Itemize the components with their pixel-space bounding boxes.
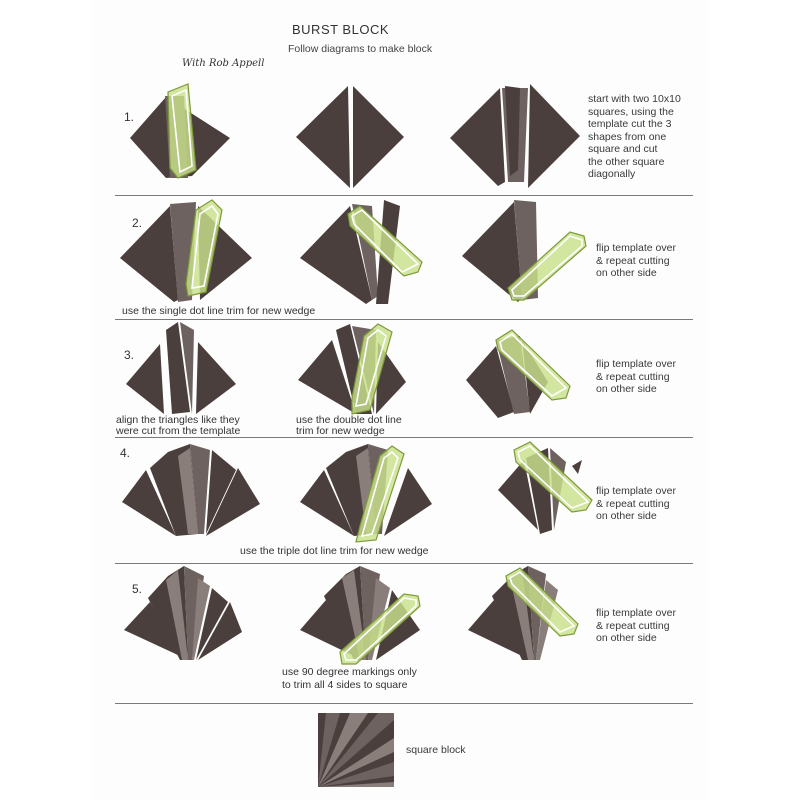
step-4-number: 4. bbox=[120, 446, 131, 460]
author-credit: With Rob Appell bbox=[182, 58, 265, 69]
step-3-caption-left: align the triangles like they were cut from the template bbox=[116, 414, 241, 437]
step-2-figure-c bbox=[462, 200, 586, 302]
step-5-caption: use 90 degree markings only to trim all 4 sides to square bbox=[282, 666, 417, 691]
step-3-note: flip template over & repeat cutting on other side bbox=[596, 358, 676, 395]
step-2-number: 2. bbox=[132, 216, 143, 230]
step-2-figure-a bbox=[120, 200, 252, 302]
step-1-note: start with two 10x10 squares, using the template cut the 3 shapes from one square and cut the other square diagonally bbox=[588, 93, 681, 180]
step-5-note: flip template over & repeat cutting on other side bbox=[596, 607, 676, 644]
step-4-figure-a bbox=[122, 444, 260, 536]
step-4-figure-c bbox=[498, 442, 592, 534]
step-1-number: 1. bbox=[124, 110, 135, 124]
step-3-number: 3. bbox=[124, 348, 135, 362]
step-2-figure-b bbox=[300, 200, 422, 304]
final-label: square block bbox=[406, 744, 466, 756]
step-3-figure-c bbox=[466, 330, 570, 418]
step-5-figure-a bbox=[124, 566, 242, 660]
step-5-figure-b bbox=[300, 566, 420, 664]
step-4-figure-b bbox=[300, 444, 432, 542]
step-4-note: flip template over & repeat cutting on other side bbox=[596, 485, 676, 522]
step-2-note: flip template over & repeat cutting on other side bbox=[596, 242, 676, 279]
page-subtitle: Follow diagrams to make block bbox=[288, 43, 433, 55]
step-5-figure-c bbox=[468, 566, 578, 660]
final-square-block bbox=[318, 713, 394, 787]
step-2-caption: use the single dot line trim for new wedge bbox=[122, 305, 316, 317]
step-3-figure-a bbox=[126, 322, 236, 414]
step-3-figure-b bbox=[298, 324, 406, 414]
step-5-number: 5. bbox=[132, 582, 143, 596]
step-1-figure-c bbox=[450, 84, 580, 188]
step-1-figure-b bbox=[296, 86, 404, 188]
step-4-caption: use the triple dot line trim for new wedge bbox=[240, 545, 429, 557]
step-3-caption-mid: use the double dot line trim for new wedge bbox=[296, 414, 402, 437]
step-1-figure-a bbox=[130, 84, 230, 178]
page-title: BURST BLOCK bbox=[292, 22, 390, 37]
